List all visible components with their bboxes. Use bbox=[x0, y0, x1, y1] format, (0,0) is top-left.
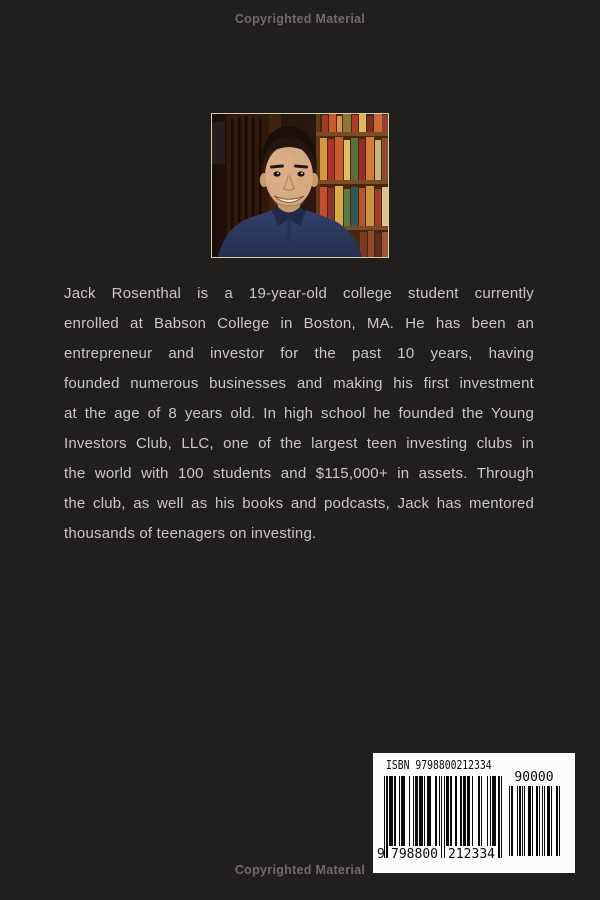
barcode-digit-first: 9 bbox=[377, 847, 385, 862]
author-photo-illustration bbox=[212, 114, 388, 257]
author-bio-paragraph bbox=[64, 279, 534, 549]
barcode-digits-left: 798800 bbox=[391, 847, 438, 862]
author-photo bbox=[211, 113, 389, 258]
bio-line: founded numerous businesses and making his first investment bbox=[64, 375, 534, 392]
bio-line: the world with 100 students and $115,000+ in assets. Through bbox=[64, 465, 534, 482]
price-supplement-barcode bbox=[508, 786, 560, 856]
bio-line: entrepreneur and investor for the past 10 years, having bbox=[64, 345, 534, 362]
bio-line: enrolled at Babson College in Boston, MA. He has been an bbox=[64, 315, 534, 332]
ean13-barcode bbox=[384, 776, 502, 858]
bio-line: at the age of 8 years old. In high school he founded the Young bbox=[64, 405, 534, 422]
barcode-digits-right: 212334 bbox=[448, 847, 495, 862]
isbn-label: ISBN 9798800212334 bbox=[386, 757, 492, 772]
bio-line: Investors Club, LLC, one of the largest teen investing clubs in bbox=[64, 435, 534, 452]
bio-line: the club, as well as his books and podcasts, Jack has mentored bbox=[64, 495, 534, 512]
copyright-top-label: Copyrighted Material bbox=[234, 12, 366, 26]
price-code-label: 90000 bbox=[514, 770, 554, 785]
copyright-bottom-label: Copyrighted Material bbox=[234, 863, 366, 877]
bio-line: thousands of teenagers on investing. bbox=[64, 525, 317, 542]
bio-line: Jack Rosenthal is a 19-year-old college student currently bbox=[64, 285, 534, 302]
barcode-panel bbox=[373, 753, 575, 873]
